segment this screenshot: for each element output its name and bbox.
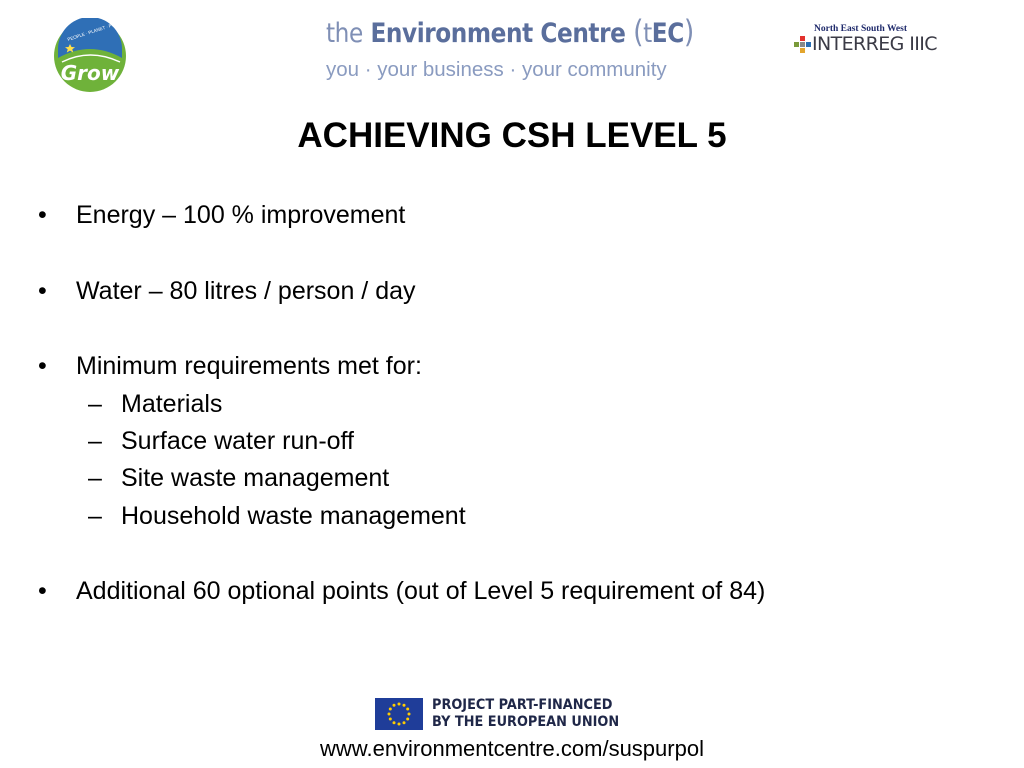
tec-tagline: you · your business · your community — [326, 58, 667, 81]
eu-funding-text — [432, 697, 619, 731]
tec-paren-open: ( — [633, 14, 644, 50]
interreg-logo — [794, 24, 964, 60]
bullet-additional-points: • Additional 60 optional points (out of Level 5 requirement of 84) — [76, 577, 765, 606]
bullet-water: • Water – 80 litres / person / day — [76, 277, 416, 306]
tec-title-ec: EC — [651, 18, 684, 49]
bullet-minimum-requirements: • Minimum requirements met for: — [76, 352, 422, 381]
grow-logo — [52, 18, 128, 94]
tec-title-t: t — [643, 18, 652, 49]
eu-funding-line-2: BY THE EUROPEAN UNION — [432, 714, 620, 730]
slide-title: ACHIEVING CSH LEVEL 5 — [297, 116, 727, 155]
interreg-region-text: North East South West — [814, 24, 907, 34]
sub-item-surface-water: – Surface water run-off — [121, 427, 354, 456]
bullet-energy: • Energy – 100 % improvement — [76, 201, 405, 230]
tec-title-main: Environment Centre — [370, 18, 626, 49]
grow-ring-text: PEOPLE · PLANET · PROFIT — [66, 18, 126, 42]
interreg-mark-icon — [794, 36, 812, 54]
tec-header — [326, 10, 706, 90]
grow-name: Grow — [60, 61, 120, 85]
eu-funding-line-1: PROJECT PART-FINANCED — [432, 697, 613, 713]
eu-flag-icon — [375, 698, 423, 730]
tec-paren-close: ) — [683, 14, 694, 50]
footer-url: www.environmentcentre.com/suspurpol — [320, 736, 704, 761]
sub-item-household-waste: – Household waste management — [121, 502, 466, 531]
tec-title-the: the — [326, 18, 363, 49]
sub-item-site-waste: – Site waste management — [121, 464, 389, 493]
tec-title — [326, 14, 694, 50]
sub-item-materials: – Materials — [121, 390, 222, 419]
interreg-name: INTERREG IIIC — [812, 33, 937, 55]
